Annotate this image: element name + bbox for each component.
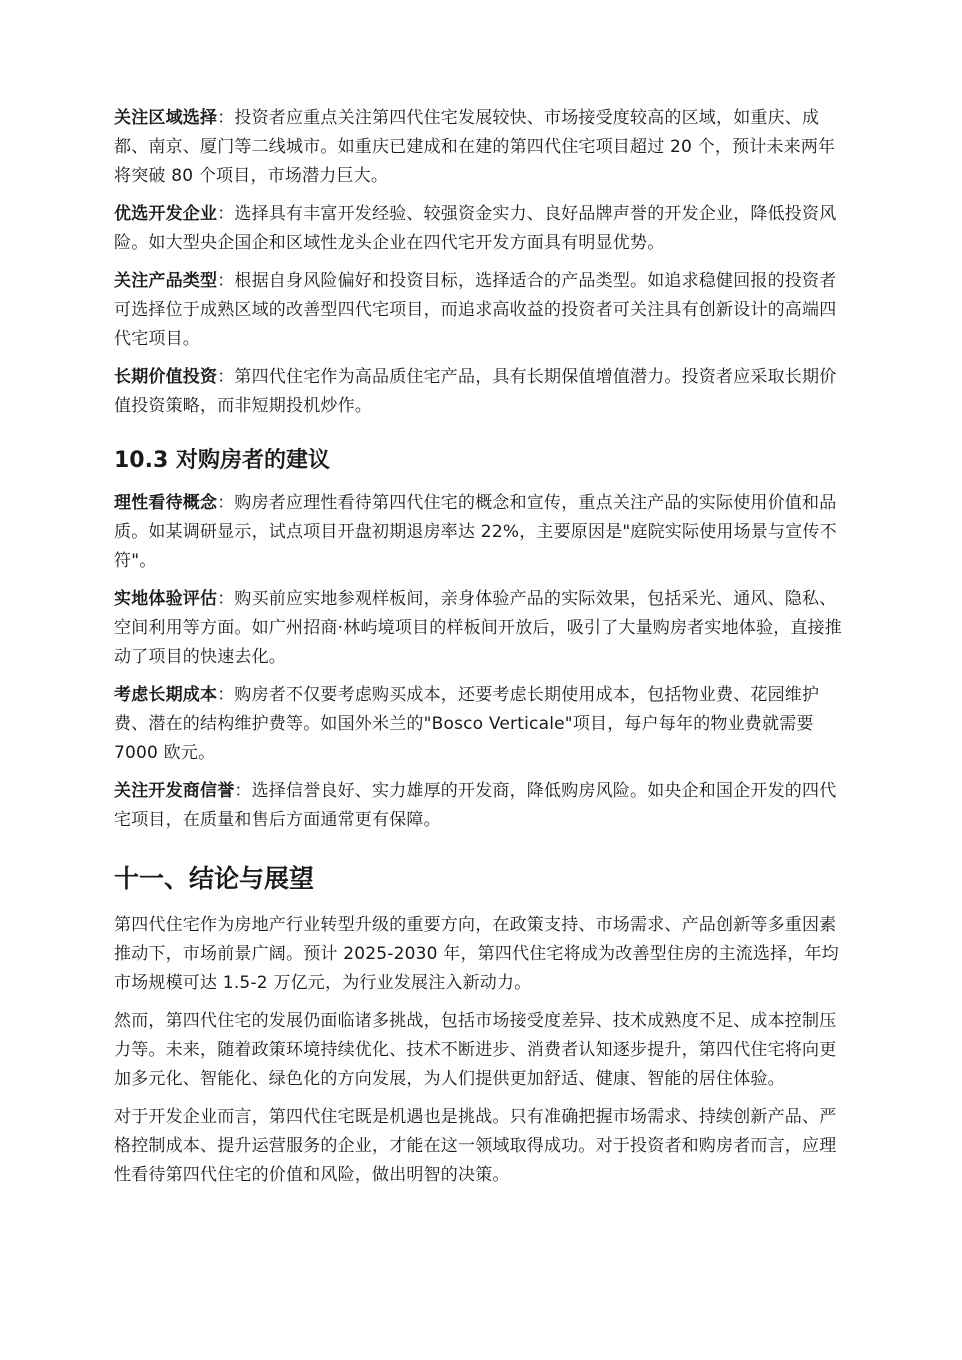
advice-paragraph — [114, 681, 850, 768]
advice-text: ：投资者应重点关注第四代住宅发展较快、市场接受度较高的区域，如重庆、成都、南京、厦门等二线城市。如重庆已建成和在建的第四代住宅项目超过 20 个，预计未来两年将突破 80 个项目，市场潜力巨大。 — [114, 108, 836, 186]
advice-paragraph — [114, 267, 850, 354]
advice-term: 理性看待概念 — [114, 493, 218, 513]
advice-paragraph — [114, 489, 850, 576]
document-page — [114, 104, 850, 1199]
conclusion-paragraph: 对于开发企业而言，第四代住宅既是机遇也是挑战。只有准确把握市场需求、持续创新产品、严格控制成本、提升运营服务的企业，才能在这一领域取得成功。对于投资者和购房者而言，应理性看待第四代住宅的价值和风险，做出明智的决策。 — [114, 1107, 837, 1185]
advice-term: 优选开发企业 — [114, 204, 218, 224]
advice-text: ：选择信誉良好、实力雄厚的开发商，降低购房风险。如央企和国企开发的四代宅项目，在质量和售后方面通常更有保障。 — [114, 781, 837, 830]
advice-paragraph — [114, 104, 850, 191]
advice-text: ：购房者不仅要考虑购买成本，还要考虑长期使用成本，包括物业费、花园维护费、潜在的结构维护费等。如国外米兰的"Bosco Verticale"项目，每户每年的物业费就需要 7000 欧元。 — [114, 685, 820, 763]
advice-text: ：第四代住宅作为高品质住宅产品，具有长期保值增值潜力。投资者应采取长期价值投资策略，而非短期投机炒作。 — [114, 367, 837, 416]
advice-term: 关注产品类型 — [114, 271, 218, 291]
advice-text: ：购买前应实地参观样板间，亲身体验产品的实际效果，包括采光、通风、隐私、空间利用等方面。如广州招商·林屿境项目的样板间开放后，吸引了大量购房者实地体验，直接推动了项目的快速去化。 — [114, 589, 843, 667]
advice-term: 关注开发商信誉 — [114, 781, 235, 801]
section-heading-10-3: 10.3 对购房者的建议 — [114, 448, 330, 473]
conclusion-paragraph: 然而，第四代住宅的发展仍面临诸多挑战，包括市场接受度差异、技术成熟度不足、成本控制压力等。未来，随着政策环境持续优化、技术不断进步、消费者认知逐步提升，第四代住宅将向更加多元化、智能化、绿色化的方向发展，为人们提供更加舒适、健康、智能的居住体验。 — [114, 1011, 837, 1089]
advice-text: ：购房者应理性看待第四代住宅的概念和宣传，重点关注产品的实际使用价值和品质。如某调研显示，试点项目开盘初期退房率达 22%，主要原因是"庭院实际使用场景与宣传不符"。 — [114, 493, 837, 571]
advice-paragraph — [114, 363, 850, 421]
advice-term: 关注区域选择 — [114, 108, 218, 128]
advice-term: 实地体验评估 — [114, 589, 218, 609]
advice-text: ：选择具有丰富开发经验、较强资金实力、良好品牌声誉的开发企业，降低投资风险。如大型央企国企和区域性龙头企业在四代宅开发方面具有明显优势。 — [114, 204, 837, 253]
advice-paragraph — [114, 200, 850, 258]
advice-term: 长期价值投资 — [114, 367, 218, 387]
advice-text: ：根据自身风险偏好和投资目标，选择适合的产品类型。如追求稳健回报的投资者可选择位于成熟区域的改善型四代宅项目，而追求高收益的投资者可关注具有创新设计的高端四代宅项目。 — [114, 271, 837, 349]
advice-paragraph — [114, 777, 850, 835]
section-heading-11: 十一、结论与展望 — [114, 864, 315, 893]
advice-paragraph — [114, 585, 850, 672]
conclusion-paragraph: 第四代住宅作为房地产行业转型升级的重要方向，在政策支持、市场需求、产品创新等多重因素推动下，市场前景广阔。预计 2025-2030 年，第四代住宅将成为改善型住房的主流选择，年均市场规模可达 1.5-2 万亿元，为行业发展注入新动力。 — [114, 915, 839, 993]
advice-term: 考虑长期成本 — [114, 685, 218, 705]
